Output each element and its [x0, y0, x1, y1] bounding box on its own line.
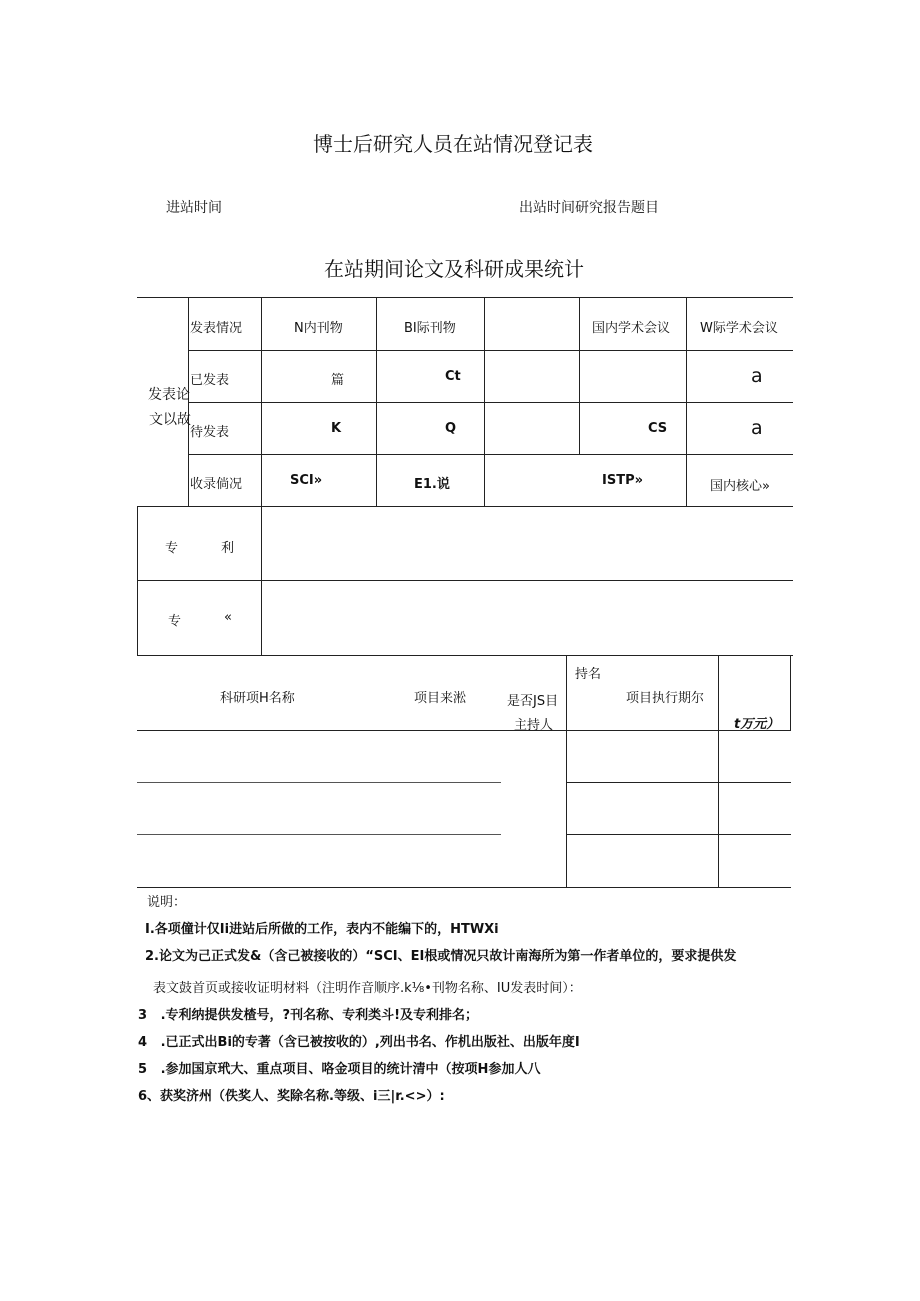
published-intl-value: Ct: [445, 369, 461, 384]
papers-header-domestic-journal: N内刊物: [294, 321, 343, 336]
papers-header-status: 发表情况: [190, 321, 243, 336]
note-item: 表文鼓首页或接收证明材料（注明作音顺序.k⅛•刊物名称、IU发表时间）：: [153, 981, 582, 996]
entry-time-label: 进站时间: [166, 200, 222, 216]
papers-header-domestic-conf: 国内学术会议: [592, 321, 671, 336]
note-item: I.各项僮计仅Ii进站后所做的工作，表内不能编下的，HTWXi: [145, 922, 499, 937]
section-title: 在站期间论文及科研成果统计: [324, 257, 584, 281]
note-item: 6、获奖济州（佚奖人、奖除名称.等级、i三|r.<>）:: [138, 1089, 445, 1104]
table-rule: [137, 730, 791, 731]
page-title: 博士后研究人员在站情况登记表: [313, 132, 593, 156]
monograph-label: «: [224, 610, 232, 625]
row-label-published: 已发表: [190, 373, 230, 388]
table-rule: [188, 402, 793, 403]
papers-header-intl-conf: W际学术会议: [700, 321, 778, 336]
table-rule: [137, 887, 791, 888]
pending-intl-value: Q: [445, 421, 457, 436]
patent-label: 专: [165, 541, 179, 556]
row-label-pending: 待发表: [190, 425, 230, 440]
project-col-name: 科研项H名称: [220, 691, 295, 706]
indexed-ei: E1.说: [414, 477, 450, 492]
project-col-rank: 持名: [575, 667, 602, 682]
patent-label: 利: [221, 541, 235, 556]
table-rule: [137, 782, 501, 783]
note-item: 4 .已正式出Bi的专著（含已被按收的）,列出书名、作机出版社、出版年度I: [138, 1035, 580, 1050]
pending-intl-conf-value: a: [751, 417, 763, 439]
table-rule: [137, 506, 138, 656]
table-rule: [188, 454, 793, 455]
papers-side-label: 发表论: [148, 387, 190, 403]
published-intl-conf-value: a: [751, 365, 763, 387]
table-rule: [484, 297, 485, 506]
pending-domestic-conf-value: CS: [648, 421, 668, 436]
monograph-label: 专: [168, 614, 182, 629]
table-rule: [261, 506, 262, 656]
table-rule: [261, 297, 262, 506]
indexed-istp: ISTP»: [602, 473, 643, 488]
table-rule: [188, 350, 793, 351]
table-rule: [566, 834, 791, 835]
note-item: 5 .参加国京玳大、重点项目、咯金项目的统计清中（按项H参加人八: [138, 1062, 541, 1077]
project-col-host: 是否JS目: [507, 694, 559, 709]
project-col-host: 主持人: [514, 718, 554, 733]
row-label-indexed: 收录倘况: [190, 477, 243, 492]
papers-side-label: 文以故: [149, 412, 191, 428]
table-rule: [686, 297, 687, 506]
exit-report-label: 出站时间研究报告题目: [519, 200, 659, 216]
pending-domestic-value: K: [331, 421, 342, 436]
papers-header-intl-journal: BI际刊物: [404, 321, 456, 336]
table-rule: [718, 655, 719, 887]
project-col-source: 项目来淞: [414, 691, 467, 706]
table-rule: [137, 834, 501, 835]
table-rule: [566, 655, 567, 887]
table-rule: [376, 297, 377, 506]
table-rule: [137, 297, 793, 298]
project-col-funds: t万元）: [734, 717, 780, 732]
note-item: 2.论文为己正式发&（含己被接收的）“SCI、EI根或情况只故计南海所为第一作者单位的，要求提供发: [145, 949, 737, 964]
published-domestic-value: 篇: [331, 373, 345, 388]
project-col-period: 项目执行期尔: [626, 691, 705, 706]
table-rule: [137, 580, 793, 581]
note-item: 3 .专利纳提供发楂号，?刊名称、专利类斗!及专利排名；: [138, 1008, 479, 1023]
indexed-sci: SCI»: [290, 473, 323, 488]
indexed-domestic-core: 国内核心»: [710, 479, 770, 494]
table-rule: [137, 506, 793, 507]
table-rule: [137, 655, 793, 656]
table-rule: [579, 297, 580, 454]
table-rule: [790, 655, 791, 731]
notes-heading: 说明：: [147, 895, 187, 910]
table-rule: [566, 782, 791, 783]
